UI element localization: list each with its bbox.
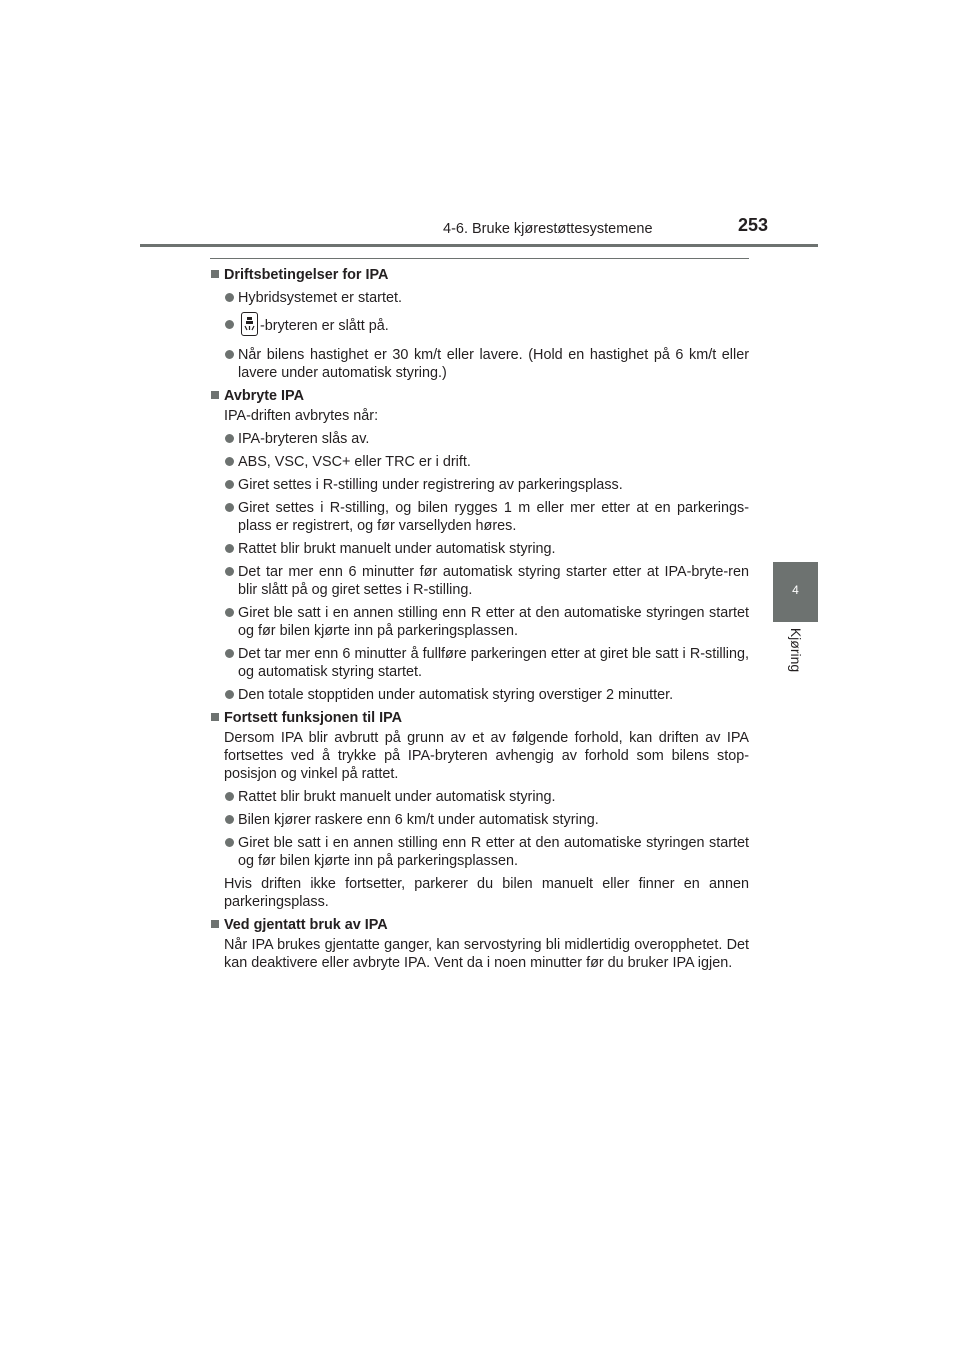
- list-item-text: Rattet blir brukt manuelt under automatisk styring.: [238, 789, 556, 805]
- paragraph: Hvis driften ikke fortsetter, parkerer du bilen manuelt eller finner en annen parkeringsplass.: [224, 876, 749, 910]
- section-heading: [211, 709, 749, 727]
- square-marker-icon: [211, 713, 219, 721]
- list-item: [225, 811, 749, 829]
- section-heading: [211, 916, 749, 934]
- page-number: 253: [738, 215, 769, 235]
- section-title: Fortsett funksjonen til IPA: [224, 710, 403, 726]
- bullet-icon: [225, 320, 234, 329]
- list-item-text: Det tar mer enn 6 minutter å fullføre parkeringen etter at giret ble satt i R-stilling, og automatisk styring startet.: [238, 646, 749, 680]
- bullet-icon: [225, 792, 234, 801]
- list-item-text: IPA-bryteren slås av.: [238, 431, 370, 447]
- list-item-text: Bilen kjører raskere enn 6 km/t under automatisk styring.: [238, 812, 599, 828]
- section-heading: [211, 387, 749, 405]
- header-section-title: 4-6. Bruke kjørestøttesystemene: [443, 221, 653, 237]
- bullet-icon: [225, 457, 234, 466]
- list-item: [225, 346, 749, 382]
- list-item: [225, 645, 749, 681]
- bullet-icon: [225, 544, 234, 553]
- bullet-icon: [225, 567, 234, 576]
- bullet-icon: [225, 503, 234, 512]
- list-item: [225, 430, 749, 448]
- list-item: [225, 604, 749, 640]
- paragraph: Når IPA brukes gjentatte ganger, kan servostyring bli midlertidig overopphetet. Det kan deaktivere eller avbryte IPA. Vent da i noen minutter før du bruker IPA igjen.: [224, 937, 749, 971]
- square-marker-icon: [211, 920, 219, 928]
- bullet-icon: [225, 649, 234, 658]
- section-title: Driftsbetingelser for IPA: [224, 267, 389, 283]
- list-item-text: Giret settes i R-stilling, og bilen rygges 1 m eller mer etter at en parkerings-plass er registrert, og før varsellyden høres.: [238, 500, 749, 534]
- list-item: [225, 453, 749, 471]
- section-title: Avbryte IPA: [224, 388, 304, 404]
- list-item-text: Rattet blir brukt manuelt under automatisk styring.: [238, 541, 556, 557]
- chapter-label: Kjøring: [788, 627, 804, 673]
- list-item-text: Giret ble satt i en annen stilling enn R etter at den automatiske styringen startet og før bilen kjørte inn på parkeringsplassen.: [238, 835, 749, 869]
- list-item-text: Det tar mer enn 6 minutter før automatisk styring starter etter at IPA-bryte-ren blir slått på og giret settes i R-stilling.: [238, 564, 749, 598]
- list-item: [225, 686, 749, 704]
- paragraph: IPA-driften avbrytes når:: [224, 408, 379, 424]
- section-heading: [211, 266, 749, 284]
- list-item-text: Den totale stopptiden under automatisk styring overstiger 2 minutter.: [238, 687, 674, 703]
- bullet-icon: [225, 293, 234, 302]
- list-item-text: Giret ble satt i en annen stilling enn R etter at den automatiske styringen startet og før bilen kjørte inn på parkeringsplassen.: [238, 605, 749, 639]
- chapter-number: 4: [792, 583, 799, 597]
- square-marker-icon: [211, 270, 219, 278]
- ipa-switch-icon: [241, 312, 258, 336]
- list-item: [225, 540, 749, 558]
- paragraph: Dersom IPA blir avbrutt på grunn av et av følgende forhold, kan driften av IPA fortsettes ved å trykke på IPA-bryteren avhengig av forhold som bilens stop-posisjon og vinkel på rattet.: [224, 730, 749, 782]
- list-item: [225, 788, 749, 806]
- list-item-text-part: -bryteren er slått på.: [260, 317, 389, 334]
- list-item: [225, 499, 749, 535]
- list-item: [225, 834, 749, 870]
- bullet-icon: [225, 838, 234, 847]
- header-rule: [140, 244, 818, 247]
- content-rule: [210, 258, 749, 259]
- list-item: [225, 563, 749, 599]
- list-item: [225, 289, 749, 307]
- chapter-tab[interactable]: [773, 562, 818, 622]
- bullet-icon: [225, 350, 234, 359]
- list-item-text: Når bilens hastighet er 30 km/t eller lavere. (Hold en hastighet på 6 km/t eller lavere under automatisk styring.): [238, 347, 749, 381]
- list-item-text: ABS, VSC, VSC+ eller TRC er i drift.: [238, 454, 471, 470]
- bullet-icon: [225, 434, 234, 443]
- list-item-text: [238, 316, 749, 336]
- list-item: [225, 476, 749, 494]
- page-content: [211, 266, 749, 977]
- list-item: [225, 316, 749, 336]
- list-item-text: Hybridsystemet er startet.: [238, 290, 402, 306]
- bullet-icon: [225, 480, 234, 489]
- section-title: Ved gjentatt bruk av IPA: [224, 917, 388, 933]
- bullet-icon: [225, 815, 234, 824]
- square-marker-icon: [211, 391, 219, 399]
- bullet-icon: [225, 690, 234, 699]
- bullet-icon: [225, 608, 234, 617]
- list-item-text: Giret settes i R-stilling under registrering av parkeringsplass.: [238, 477, 623, 493]
